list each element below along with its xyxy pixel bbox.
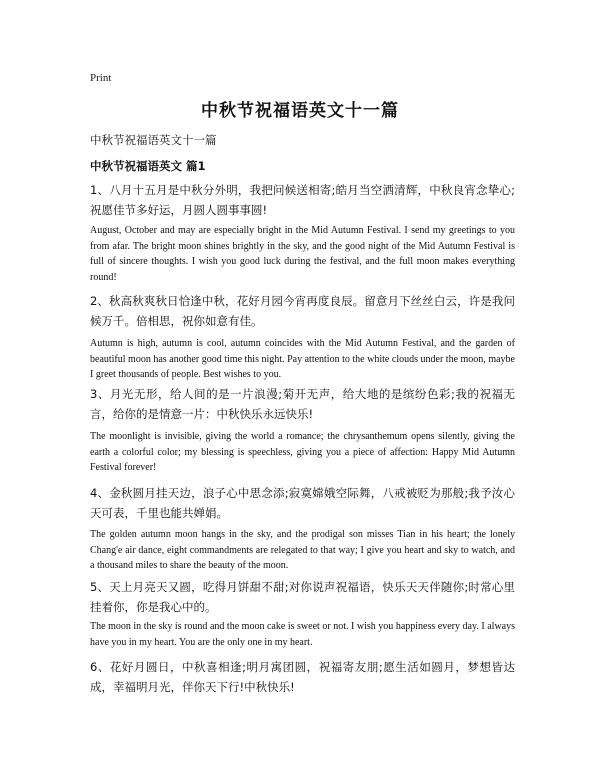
greeting-5-chinese: 5、天上月亮天又圆，吃得月饼甜不甜;对你说声祝福语，快乐天天伴随你;时常心里挂着你，你是我心中的。 xyxy=(90,580,515,614)
document-subtitle: 中秋节祝福语英文十一篇 xyxy=(90,133,217,147)
greeting-2-english: Autumn is high, autumn is cool, autumn coincides with the Mid Autumn Festival, and the garden of beautiful moon has another good time this night. Pay attention to the white clouds under the moon, maybe I greet thousands of people. Best wishes to you. xyxy=(90,338,515,380)
document-title: 中秋节祝福语英文十一篇 xyxy=(201,101,399,121)
greeting-4-english: The golden autumn moon hangs in the sky, and the prodigal son misses Tian in his heart; the lonely Chang'e air dance, eight commandments are relegated to that way; I give you heart and sky to watch, and a thousand miles to share the beauty of the moon. xyxy=(90,529,515,571)
greeting-5-english: The moon in the sky is round and the moon cake is sweet or not. I wish you happiness every day. I always have you in my heart. You are the only one in my heart. xyxy=(90,621,515,648)
greeting-4-chinese: 4、金秋圆月挂天边，浪子心中思念添;寂寞嫦娥空际舞，八戒被贬为那般;我予汝心天可表，千里也能共婵娟。 xyxy=(90,486,515,520)
greeting-1-chinese: 1、八月十五月是中秋分外明，我把问候送相寄;皓月当空洒清辉，中秋良宵念挚心;祝愿佳节多好运，月圆人圆事事圆! xyxy=(90,183,515,217)
print-label: Print xyxy=(90,72,112,84)
greeting-3-chinese: 3、月光无形，给人间的是一片浪漫;菊开无声，给大地的是缤纷色彩;我的祝福无言，给你的是情意一片：中秋快乐永远快乐! xyxy=(90,387,515,421)
greeting-2-chinese: 2、秋高秋爽秋日恰逢中秋，花好月园今宵再度良辰。留意月下丝丝白云，许是我问候万千。倍相思，祝你如意有佳。 xyxy=(90,294,515,328)
greeting-3-english: The moonlight is invisible, giving the world a romance; the chrysanthemum opens silently, giving the earth a colorful color; my blessing is speechless, giving you a piece of affection: Happy Mid Autumn Festival forever! xyxy=(90,431,515,473)
greeting-6-chinese: 6、花好月圆日，中秋喜相逢;明月寓团圆，祝福寄友朋;愿生活如圆月，梦想皆达成，幸福明月光，伴你天下行!中秋快乐! xyxy=(90,660,515,694)
section-heading: 中秋节祝福语英文 篇1 xyxy=(90,159,206,173)
greeting-1-english: August, October and may are especially bright in the Mid Autumn Festival. I send my greetings to you from afar. The bright moon shines brightly in the sky, and the good night of the Mid Autumn Festival is full of sincere thoughts. I wish you good luck during the festival, and the full moon makes everything round! xyxy=(90,225,515,283)
